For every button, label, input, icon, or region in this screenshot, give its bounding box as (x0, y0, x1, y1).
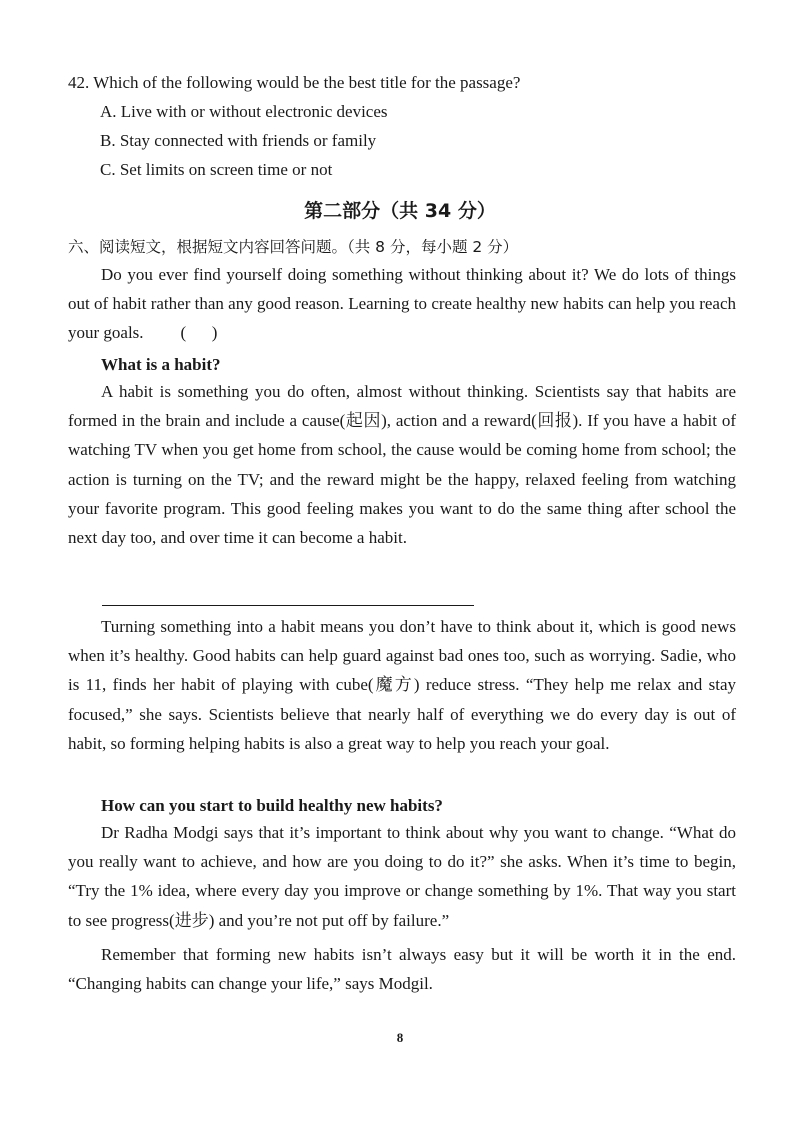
question-42-option-a: A. Live with or without electronic devices (100, 102, 388, 121)
intro-answer-blank: ( ) (180, 323, 218, 343)
passage-intro (68, 260, 736, 348)
part-two-instruction: 六、阅读短文，根据短文内容回答问题。（共 8 分，每小题 2 分） (68, 238, 519, 256)
heading-answer-blank-line (102, 605, 474, 606)
passage-intro-text: Do you ever find yourself doing something without thinking about it? We do lots of things out of habit rather than any good reason. Learning to create healthy new habits can help you reach your goals. (68, 265, 736, 343)
passage-paragraph-4: Remember that forming new habits isn’t always easy but it will be worth it in the end. “Changing habits can change your life,” says Modgil. (68, 945, 736, 994)
question-42-option-c: C. Set limits on screen time or not (100, 160, 333, 179)
passage-paragraph-1: A habit is something you do often, almost without thinking. Scientists say that habits are formed in the brain and include a cause(起因), action and a reward(回报). If you have a habit of watching TV when you get home from school, the cause would be coming home from school; the action is turning on the TV; and the reward might be the happy, relaxed feeling from watching your favorite program. This good feeling makes you want to do the same thing after school the next day too, and over time it can become a habit. (68, 382, 736, 548)
question-42-stem: 42. Which of the following would be the best title for the passage? (68, 73, 521, 92)
passage-paragraph-3: Dr Radha Modgi says that it’s important to think about why you want to change. “What do you really want to achieve, and how are you doing to do it?” she asks. When it’s time to begin, “Try the 1% idea, where every day you improve or change something by 1%. That way you start to see progress(进步) and you’re not put off by failure.” (68, 823, 736, 930)
part-two-title: 第二部分（共 34 分） (304, 200, 496, 222)
question-42-option-b: B. Stay connected with friends or family (100, 131, 377, 150)
passage-paragraph-2: Turning something into a habit means you don’t have to think about it, which is good news when it’s healthy. Good habits can help guard against bad ones too, such as worrying. Sadie, who is 11, finds her habit of playing with cube(魔方) reduce stress. “They help me relax and stay focused,” she says. Scientists believe that nearly half of everything we do every day is out of habit, so forming helping habits is also a great way to help you reach your goal. (68, 617, 736, 753)
page-number: 8 (396, 1030, 404, 1045)
heading-build-healthy-habits: How can you start to build healthy new habits? (101, 796, 443, 815)
heading-what-is-a-habit: What is a habit? (101, 355, 221, 374)
